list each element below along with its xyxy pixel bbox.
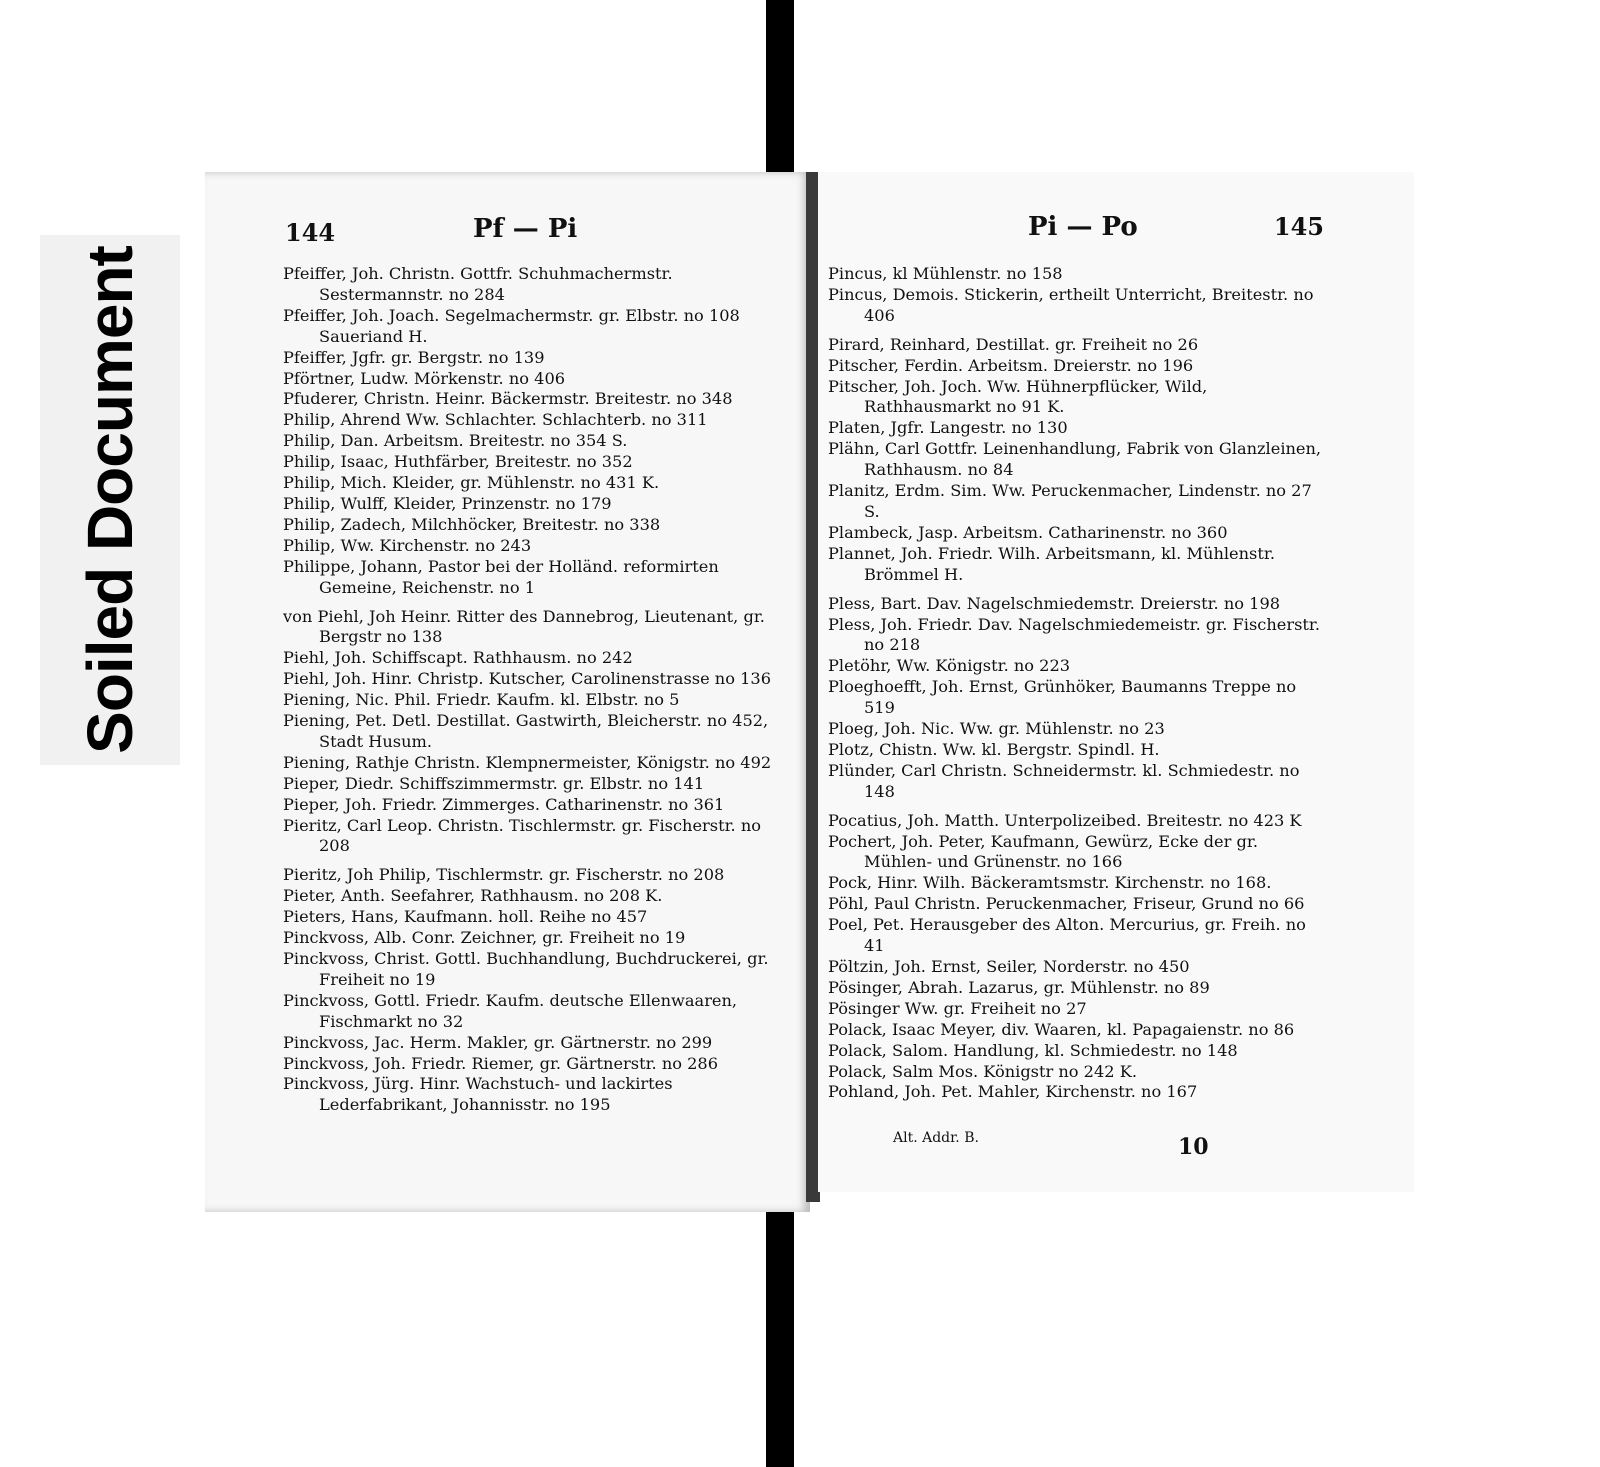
directory-entry: Piening, Nic. Phil. Friedr. Kaufm. kl. Elbstr. no 5 bbox=[283, 690, 680, 710]
directory-entry: Pieter, Anth. Seefahrer, Rathhausm. no 208 K. bbox=[283, 886, 663, 906]
directory-entry: Poel, Pet. Herausgeber des Alton. Mercurius, gr. Freih. no 41 bbox=[828, 915, 1306, 956]
directory-entry: Planitz, Erdm. Sim. Ww. Peruckenmacher, Lindenstr. no 27 S. bbox=[828, 481, 1312, 521]
left-page bbox=[205, 172, 810, 1212]
directory-entry: Pohland, Joh. Pet. Mahler, Kirchenstr. no 167 bbox=[828, 1082, 1198, 1102]
directory-entry: Philip, Ahrend Ww. Schlachter. Schlachterb. no 311 bbox=[283, 410, 708, 430]
signature-mark: Alt. Addr. B. bbox=[893, 1130, 979, 1146]
page-number: 144 bbox=[285, 218, 336, 247]
directory-entry: Pirard, Reinhard, Destillat. gr. Freiheit no 26 bbox=[828, 334, 1199, 354]
directory-entry: Pieritz, Joh Philip, Tischlermstr. gr. Fischerstr. no 208 bbox=[283, 865, 725, 885]
page-number: 145 bbox=[1273, 212, 1324, 241]
directory-entry: Pieritz, Carl Leop. Christn. Tischlermstr. gr. Fischerstr. no 208 bbox=[283, 815, 762, 856]
directory-entry: Pinckvoss, Alb. Conr. Zeichner, gr. Freiheit no 19 bbox=[283, 928, 686, 948]
directory-entry: Pieper, Diedr. Schiffszimmermstr. gr. Elbstr. no 141 bbox=[283, 773, 705, 793]
page-range-heading: Pf — Pi bbox=[473, 214, 578, 244]
gathering-number: 10 bbox=[1178, 1134, 1209, 1160]
directory-entry: Piening, Pet. Detl. Destillat. Gastwirth, Bleicherstr. no 452, Stadt Husum. bbox=[283, 711, 769, 751]
directory-entry: Philip, Ww. Kirchenstr. no 243 bbox=[283, 535, 532, 555]
soiled-document-label: Soiled Document bbox=[74, 246, 146, 754]
directory-entry: Pieper, Joh. Friedr. Zimmerges. Catharinenstr. no 361 bbox=[283, 794, 725, 814]
entry-list bbox=[283, 264, 788, 1116]
directory-entry: Plünder, Carl Christn. Schneidermstr. kl. Schmiedestr. no 148 bbox=[828, 760, 1300, 801]
directory-entry: Philip, Mich. Kleider, gr. Mühlenstr. no 431 K. bbox=[283, 473, 660, 493]
directory-entry: Pincus, kl Mühlenstr. no 158 bbox=[828, 264, 1063, 283]
directory-entry: Pösinger Ww. gr. Freiheit no 27 bbox=[828, 998, 1087, 1018]
directory-entry: Philip, Dan. Arbeitsm. Breitestr. no 354 S. bbox=[283, 431, 628, 451]
directory-entry: Pless, Bart. Dav. Nagelschmiedemstr. Dreierstr. no 198 bbox=[828, 593, 1281, 613]
binding-strip-top bbox=[766, 0, 794, 180]
page-range-heading: Pi — Po bbox=[1028, 212, 1138, 242]
directory-entry: Pinckvoss, Gottl. Friedr. Kaufm. deutsche Ellenwaaren, Fischmarkt no 32 bbox=[283, 990, 738, 1031]
directory-entry: Polack, Isaac Meyer, div. Waaren, kl. Papagaienstr. no 86 bbox=[828, 1019, 1295, 1039]
directory-entry: Pieters, Hans, Kaufmann. holl. Reihe no 457 bbox=[283, 907, 648, 927]
directory-entry: Philip, Isaac, Huthfärber, Breitestr. no 352 bbox=[283, 452, 633, 472]
directory-entry: Pösinger, Abrah. Lazarus, gr. Mühlenstr. no 89 bbox=[828, 977, 1210, 997]
directory-entry: Pless, Joh. Friedr. Dav. Nagelschmiedemeistr. gr. Fischerstr. no 218 bbox=[828, 614, 1320, 655]
entry-list bbox=[828, 264, 1328, 1103]
directory-entry: Piehl, Joh. Hinr. Christp. Kutscher, Carolinenstrasse no 136 bbox=[283, 669, 772, 689]
directory-entry: Pfuderer, Christn. Heinr. Bäckermstr. Breitestr. no 348 bbox=[283, 389, 733, 409]
directory-entry: Pfeiffer, Joh. Joach. Segelmachermstr. gr. Elbstr. no 108 Saueriand H. bbox=[283, 305, 740, 346]
directory-entry: Pinckvoss, Joh. Friedr. Riemer, gr. Gärtnerstr. no 286 bbox=[283, 1053, 719, 1073]
directory-entry: Plähn, Carl Gottfr. Leinenhandlung, Fabrik von Glanzleinen, Rathhausm. no 84 bbox=[828, 439, 1322, 480]
directory-entry: Platen, Jgfr. Langestr. no 130 bbox=[828, 418, 1068, 438]
directory-entry: Pfeiffer, Jgfr. gr. Bergstr. no 139 bbox=[283, 347, 545, 367]
directory-entry: Piehl, Joh. Schiffscapt. Rathhausm. no 242 bbox=[283, 648, 633, 668]
directory-entry: Pletöhr, Ww. Königstr. no 223 bbox=[828, 656, 1071, 676]
directory-entry: Plambeck, Jasp. Arbeitsm. Catharinenstr. no 360 bbox=[828, 522, 1228, 542]
directory-entry: Philip, Zadech, Milchhöcker, Breitestr. no 338 bbox=[283, 514, 661, 534]
directory-entry: Plannet, Joh. Friedr. Wilh. Arbeitsmann, kl. Mühlenstr. Brömmel H. bbox=[828, 543, 1275, 584]
directory-entry: Pförtner, Ludw. Mörkenstr. no 406 bbox=[283, 368, 566, 388]
directory-entry: Ploeghoefft, Joh. Ernst, Grünhöker, Baumanns Treppe no 519 bbox=[828, 677, 1297, 718]
directory-entry: Piening, Rathje Christn. Klempnermeister, Königstr. no 492 bbox=[283, 752, 772, 772]
directory-entry: Pöltzin, Joh. Ernst, Seiler, Norderstr. no 450 bbox=[828, 957, 1190, 976]
directory-entry: Plotz, Chistn. Ww. kl. Bergstr. Spindl. H. bbox=[828, 739, 1160, 759]
directory-entry: Pitscher, Ferdin. Arbeitsm. Dreierstr. no 196 bbox=[828, 355, 1194, 375]
directory-entry: Polack, Salom. Handlung, kl. Schmiedestr. no 148 bbox=[828, 1040, 1238, 1060]
directory-entry: Pinckvoss, Jac. Herm. Makler, gr. Gärtnerstr. no 299 bbox=[283, 1032, 713, 1052]
directory-entry: Pinckvoss, Jürg. Hinr. Wachstuch- und lackirtes Lederfabrikant, Johannisstr. no 195 bbox=[283, 1074, 673, 1115]
directory-entry: Pocatius, Joh. Matth. Unterpolizeibed. Breitestr. no 423 K bbox=[828, 810, 1302, 830]
directory-entry: Pinckvoss, Christ. Gottl. Buchhandlung, Buchdruckerei, gr. Freiheit no 19 bbox=[283, 949, 769, 989]
directory-entry: von Piehl, Joh Heinr. Ritter des Dannebrog, Lieutenant, gr. Bergstr no 138 bbox=[283, 606, 765, 647]
directory-entry: Pfeiffer, Joh. Christn. Gottfr. Schuhmachermstr. Sestermannstr. no 284 bbox=[283, 264, 673, 304]
directory-entry: Pincus, Demois. Stickerin, ertheilt Unterricht, Breitestr. no 406 bbox=[828, 284, 1314, 325]
right-page bbox=[818, 172, 1414, 1192]
directory-entry: Philip, Wulff, Kleider, Prinzenstr. no 179 bbox=[283, 493, 612, 513]
directory-entry: Pochert, Joh. Peter, Kaufmann, Gewürz, Ecke der gr. Mühlen- und Grünenstr. no 166 bbox=[828, 831, 1258, 872]
binding-strip-bottom bbox=[766, 1185, 794, 1467]
directory-entry: Pöhl, Paul Christn. Peruckenmacher, Friseur, Grund no 66 bbox=[828, 894, 1305, 914]
directory-entry: Pock, Hinr. Wilh. Bäckeramtsmstr. Kirchenstr. no 168. bbox=[828, 873, 1272, 893]
directory-entry: Pitscher, Joh. Joch. Ww. Hühnerpflücker, Wild, Rathhausmarkt no 91 K. bbox=[828, 376, 1208, 417]
directory-entry: Polack, Salm Mos. Königstr no 242 K. bbox=[828, 1061, 1137, 1081]
directory-entry: Philippe, Johann, Pastor bei der Holländ. reformirten Gemeine, Reichenstr. no 1 bbox=[283, 556, 719, 597]
directory-entry: Ploeg, Joh. Nic. Ww. gr. Mühlenstr. no 23 bbox=[828, 719, 1165, 739]
